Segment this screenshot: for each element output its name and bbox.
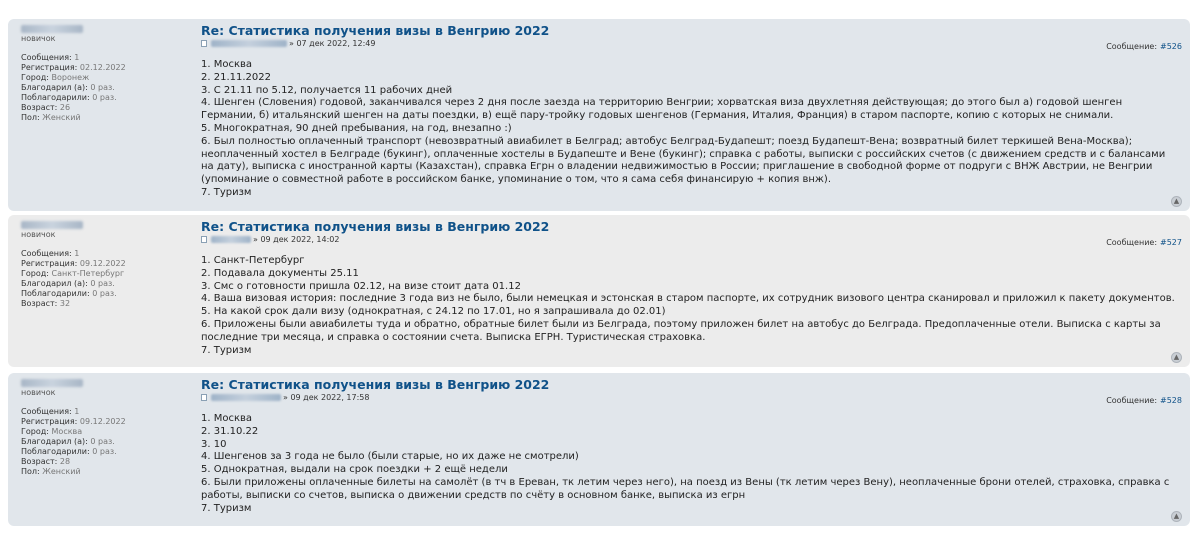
author-rank: новичок <box>21 388 56 397</box>
profile-label: Пол: <box>21 113 40 122</box>
profile-value: 02.12.2022 <box>79 63 126 72</box>
profile-label: Город: <box>21 427 49 436</box>
scroll-top-icon[interactable]: ▲ <box>1171 511 1182 522</box>
profile-label: Сообщения: <box>21 249 72 258</box>
content-line: 1. Москва <box>201 59 253 70</box>
content-line: 5. Однократная, выдали на срок поездки + 2 ещё недели <box>201 464 508 476</box>
author-name-redacted[interactable] <box>21 25 83 33</box>
content-line: 3. С 21.11 по 5.12, получается 11 рабочих дней <box>201 84 453 96</box>
author-panel <box>21 219 191 309</box>
profile-value: Женский <box>42 467 81 476</box>
scroll-top-icon[interactable]: ▲ <box>1171 352 1182 363</box>
post-date: » 09 дек 2022, 17:58 <box>283 393 370 402</box>
post-date: » 09 дек 2022, 14:02 <box>253 235 340 244</box>
profile-value: Женский <box>42 113 81 122</box>
content-line: 3. 10 <box>201 438 227 450</box>
content-line: 6. Были приложены оплаченные билеты на самолёт (в тч в Ереван, тк летим через него), на поезд из Вены (тк летим через Вену), неоплаченные брони отелей, страховка, справка с работы, выписки со счетов, выписка о движении средств по счёту в основном банке, выписка из егрн <box>201 476 1170 501</box>
post-528 <box>8 373 1190 526</box>
post-title-link[interactable]: Re: Статистика получения визы в Венгрию 2022 <box>201 23 550 38</box>
content-line: 4. Шенгенов за 3 года не было (были старые, но их даже не смотрели) <box>201 451 579 463</box>
post-icon[interactable] <box>201 394 207 401</box>
profile-value: 32 <box>59 299 71 308</box>
scroll-top-icon[interactable]: ▲ <box>1171 196 1182 207</box>
author-link-redacted[interactable] <box>211 40 287 47</box>
content-line: 7. Туризм <box>201 344 252 356</box>
profile-value: 1 <box>74 407 80 416</box>
author-name-redacted[interactable] <box>21 221 83 229</box>
message-label: Сообщение: <box>1106 396 1158 405</box>
profile-value: 0 раз. <box>90 279 115 288</box>
message-number <box>1106 42 1182 51</box>
post-icon[interactable] <box>201 236 207 243</box>
post-title-link[interactable]: Re: Статистика получения визы в Венгрию 2022 <box>201 219 550 234</box>
post-meta <box>201 235 340 244</box>
profile-value: 28 <box>59 457 71 466</box>
author-rank: новичок <box>21 230 56 239</box>
profile-label: Регистрация: <box>21 417 78 426</box>
content-line: 3. Смс о готовности пришла 02.12, на визе стоит дата 01.12 <box>201 280 521 292</box>
post-content <box>201 59 1178 200</box>
profile-label: Регистрация: <box>21 63 78 72</box>
author-link-redacted[interactable] <box>211 236 251 243</box>
content-line: 5. Многократная, 90 дней пребывания, на год, внезапно :) <box>201 122 512 134</box>
profile-label: Город: <box>21 73 49 82</box>
author-name-redacted[interactable] <box>21 379 83 387</box>
profile-value: Москва <box>51 427 83 436</box>
post-meta <box>201 393 370 402</box>
message-number-link[interactable]: #528 <box>1160 396 1182 405</box>
profile-value: Санкт-Петербург <box>51 269 125 278</box>
post-526 <box>8 19 1190 211</box>
profile-label: Поблагодарили: <box>21 289 90 298</box>
profile-label: Благодарил (а): <box>21 83 88 92</box>
author-panel <box>21 23 191 123</box>
profile-value: 0 раз. <box>92 447 117 456</box>
profile-label: Город: <box>21 269 49 278</box>
profile-label: Возраст: <box>21 299 58 308</box>
profile-label: Поблагодарили: <box>21 447 90 456</box>
profile-label: Благодарил (а): <box>21 279 88 288</box>
post-content <box>201 413 1178 515</box>
profile-label: Возраст: <box>21 103 58 112</box>
post-content <box>201 255 1178 357</box>
post-title-link[interactable]: Re: Статистика получения визы в Венгрию 2022 <box>201 377 550 392</box>
profile-label: Сообщения: <box>21 53 72 62</box>
profile-value: 26 <box>59 103 71 112</box>
content-line: 2. 21.11.2022 <box>201 71 271 83</box>
content-line: 4. Шенген (Словения) годовой, заканчивался через 2 дня после заезда на территорию Венгрии; хорватская виза двухлетняя действующая; до этого был а) годовой шенген Германии, б) итальянский шенген на даты поездки, в) ещё пару-тройку годовых шенгенов (Германия, Италия, Франция) в старом паспорте, копию с которых не снимали. <box>201 97 1123 122</box>
message-label: Сообщение: <box>1106 238 1158 247</box>
content-line: 1. Санкт-Петербург <box>201 255 305 266</box>
post-527 <box>8 215 1190 367</box>
content-line: 6. Приложены были авиабилеты туда и обратно, обратные билет были из Белграда, поэтому приложен билет на автобус до Белграда. Предоплаченные отели. Выписка с карты за последние три месяца, и справка о состоянии счета. Выписка ЕГРН. Туристическая страховка. <box>201 318 1161 343</box>
profile-value: Воронеж <box>51 73 90 82</box>
content-line: 7. Туризм <box>201 502 252 514</box>
profile-value: 09.12.2022 <box>79 417 126 426</box>
post-date: » 07 дек 2022, 12:49 <box>289 39 376 48</box>
content-line: 2. 31.10.22 <box>201 425 259 437</box>
message-number <box>1106 238 1182 247</box>
profile-value: 0 раз. <box>90 83 115 92</box>
profile-label: Регистрация: <box>21 259 78 268</box>
profile-value: 0 раз. <box>92 93 117 102</box>
profile-label: Благодарил (а): <box>21 437 88 446</box>
message-number-link[interactable]: #526 <box>1160 42 1182 51</box>
content-line: 4. Ваша визовая история: последние 3 года виз не было, были немецкая и эстонская в старом паспорте, их сотрудник визового центра сканировал и приложил к пакету документов. <box>201 293 1175 305</box>
content-line: 6. Был полностью оплаченный транспорт (невозвратный авиабилет в Белград; автобус Белград-Будапешт; поезд Будапешт-Вена; возвратный билет теркишей Вена-Москва); неоплаченный хостел в Белграде (букинг), оплаченные хостелы в Будапеште и Вене (букинг); справка с работы, выписки с российских счетов (с движением средств и с балансами на дату), выписка с иностранной карты (Казахстан), справка Егрн о владении недвижимостью в России; приглашение в свободной форме от подруги с ВНЖ Австрии, не Венгрии (упоминание о совместной работе в российском банке, упоминание о том, что я сама себя финансирую + копия внж). <box>201 135 1166 186</box>
author-profile <box>21 407 191 477</box>
profile-label: Поблагодарили: <box>21 93 90 102</box>
author-panel <box>21 377 191 477</box>
post-meta <box>201 39 376 48</box>
message-number <box>1106 396 1182 405</box>
profile-label: Сообщения: <box>21 407 72 416</box>
content-line: 1. Москва <box>201 413 253 424</box>
profile-value: 1 <box>74 53 80 62</box>
author-link-redacted[interactable] <box>211 394 281 401</box>
profile-label: Возраст: <box>21 457 58 466</box>
profile-value: 1 <box>74 249 80 258</box>
author-profile <box>21 249 191 309</box>
message-number-link[interactable]: #527 <box>1160 238 1182 247</box>
profile-value: 0 раз. <box>92 289 117 298</box>
content-line: 7. Туризм <box>201 186 252 198</box>
author-rank: новичок <box>21 34 56 43</box>
message-label: Сообщение: <box>1106 42 1158 51</box>
profile-value: 0 раз. <box>90 437 115 446</box>
content-line: 2. Подавала документы 25.11 <box>201 267 359 279</box>
author-profile <box>21 53 191 123</box>
profile-value: 09.12.2022 <box>79 259 126 268</box>
content-line: 5. На какой срок дали визу (однократная, с 24.12 по 17.01, но я запрашивала до 02.01) <box>201 306 666 318</box>
post-icon[interactable] <box>201 40 207 47</box>
profile-label: Пол: <box>21 467 40 476</box>
